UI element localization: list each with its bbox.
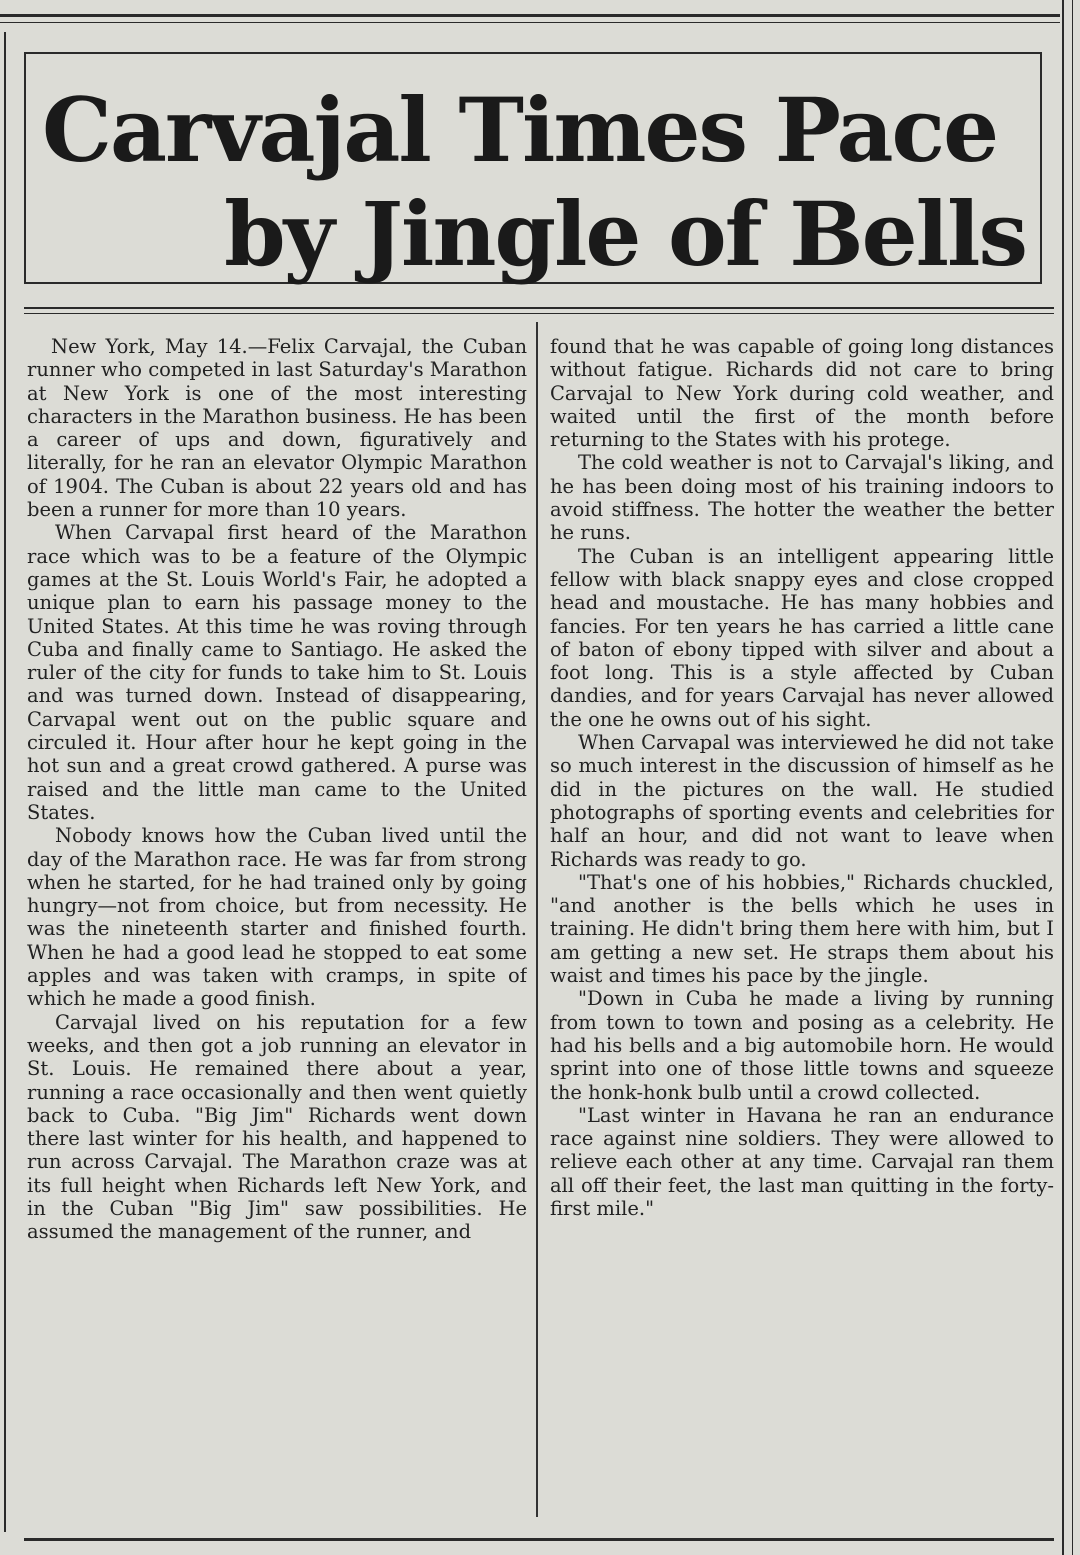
headline-box — [24, 52, 1042, 284]
article-paragraph: The Cuban is an intelligent appearing little fellow with black snappy eyes and close cropped head and moustache. He has many hobbies and fancies. For ten years he has carried a little cane of baton of ebony tipped with silver and about a foot long. This is a style affected by Cuban dandies, and for years Carvajal has never allowed the one he owns out of his sight. — [550, 544, 1054, 731]
top-rule-thin — [0, 22, 1060, 23]
article-paragraph: Carvajal lived on his reputation for a few weeks, and then got a job running an elevator in St. Louis. He remained there about a year, running a race occasionally and then went quietly back to Cuba. "Big Jim" Richards went down there last winter for his health, and happened to run across Carvajal. The Marathon craze was at its full height when Richards left New York, and in the Cuban "Big Jim" saw possibilities. He assumed the management of the runner, and — [27, 1010, 527, 1244]
article-paragraph: When Carvapal was interviewed he did not take so much interest in the discussion of himself as he did in the pictures on the wall. He studied photographs of sporting events and celebrities for half an hour, and did not want to leave when Richards was ready to go. — [550, 731, 1054, 871]
article-paragraph: The cold weather is not to Carvajal's liking, and he has been doing most of his training indoors to avoid stiffness. The hotter the weather the better he runs. — [550, 451, 1054, 545]
article-paragraph: "Last winter in Havana he ran an endurance race against nine soldiers. They were allowed to relieve each other at any time. Carvajal ran them all off their feet, the last man quitting in the forty-first mile." — [550, 1103, 1054, 1220]
top-rule — [0, 14, 1060, 17]
column-divider — [536, 322, 538, 1517]
headline-line-2: by Jingle of Bells — [224, 182, 1026, 286]
bottom-rule — [24, 1538, 1054, 1541]
article-paragraph: Nobody knows how the Cuban lived until the day of the Marathon race. He was far from strong when he started, for he had trained only by going hungry—not from choice, but from necessity. He was the nineteenth starter and finished fourth. When he had a good lead he stopped to eat some apples and was taken with cramps, in spite of which he made a good finish. — [27, 824, 527, 1011]
article-column-right — [550, 335, 1054, 1525]
article-paragraph: "Down in Cuba he made a living by running from town to town and posing as a celebrity. He had his bells and a big automobile horn. He would sprint into one of those little towns and squeeze the honk-honk bulb until a crowd collected. — [550, 987, 1054, 1104]
article-paragraph: "That's one of his hobbies," Richards chuckled, "and another is the bells which he uses in training. He didn't bring them here with him, but I am getting a new set. He straps them about his waist and times his pace by the jingle. — [550, 870, 1054, 988]
right-border-rule-thin — [1072, 0, 1073, 1555]
headline-line-1: Carvajal Times Pace — [42, 78, 998, 182]
headline-under-rule-thin — [24, 313, 1054, 314]
left-border-rule — [4, 32, 6, 1532]
headline-under-rule — [24, 307, 1054, 309]
article-paragraph: New York, May 14.—Felix Carvajal, the Cuban runner who competed in last Saturday's Marathon at New York is one of the most interesting characters in the Marathon business. He has been a career of ups and down, figuratively and literally, for he ran an elevator Olympic Marathon of 1904. The Cuban is about 22 years old and has been a runner for more than 10 years. — [27, 335, 527, 522]
right-border-rule — [1062, 0, 1064, 1555]
article-paragraph: When Carvapal first heard of the Marathon race which was to be a feature of the Olympic games at the St. Louis World's Fair, he adopted a unique plan to earn his passage money to the United States. At this time he was roving through Cuba and finally came to Santiago. He asked the ruler of the city for funds to take him to St. Louis and was turned down. Instead of disappearing, Carvapal went out on the public square and circuled it. Hour after hour he kept going in the hot sun and a great crowd gathered. A purse was raised and the little man came to the United States. — [27, 521, 527, 824]
article-column-left — [27, 335, 527, 1525]
article-paragraph: found that he was capable of going long distances without fatigue. Richards did not care to bring Carvajal to New York during cold weather, and waited until the first of the month before returning to the States with his protege. — [550, 335, 1054, 452]
